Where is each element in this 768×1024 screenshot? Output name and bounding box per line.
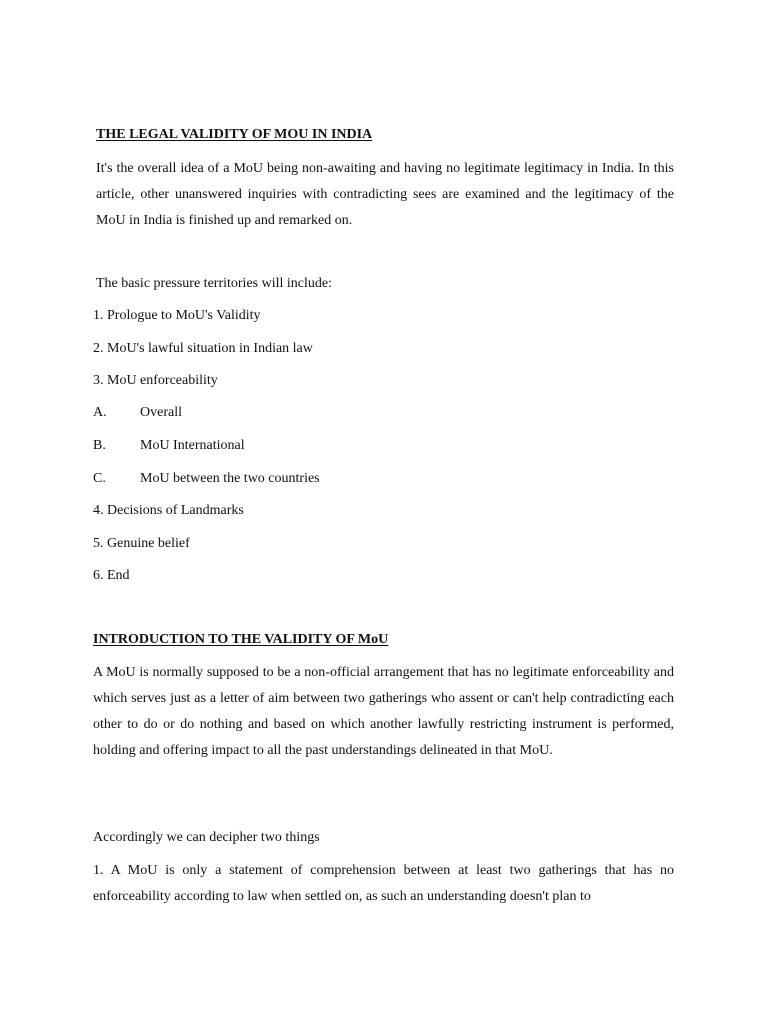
sub-list-text: MoU between the two countries [140, 471, 320, 486]
decipher-line: Accordingly we can decipher two things [93, 830, 320, 845]
sub-list-letter: C. [93, 471, 106, 486]
sub-list-letter: A. [93, 405, 107, 420]
list-item-3: 3. MoU enforceability [93, 373, 218, 388]
intro-paragraph: It's the overall idea of a MoU being non-awaiting and having no legitimate legitimacy in India. In this article, other unanswered inquiries with contradicting sees are examined and the legitimacy of the MoU in India is finished up and remarked on. [96, 161, 674, 228]
list-item-6: 6. End [93, 568, 130, 583]
list-item-2: 2. MoU's lawful situation in Indian law [93, 341, 313, 356]
list-item-4: 4. Decisions of Landmarks [93, 503, 244, 518]
list-item-1: 1. Prologue to MoU's Validity [93, 308, 261, 323]
sub-list-text: Overall [140, 405, 182, 420]
section-paragraph: A MoU is normally supposed to be a non-official arrangement that has no legitimate enforceability and which serves just as a letter of aim between two gatherings who assent or can't help contradicting each other to do or do nothing and based on which another lawfully restricting instrument is performed, holding and offering impact to all the past understandings delineated in that MoU. [93, 665, 674, 758]
territories-intro: The basic pressure territories will include: [96, 276, 332, 291]
sub-list-letter: B. [93, 438, 106, 453]
list-item-5: 5. Genuine belief [93, 536, 190, 551]
sub-list-text: MoU International [140, 438, 245, 453]
document-title: THE LEGAL VALIDITY OF MOU IN INDIA [96, 127, 373, 142]
section-heading: INTRODUCTION TO THE VALIDITY OF MoU [93, 632, 389, 647]
point-one-paragraph: 1. A MoU is only a statement of comprehension between at least two gatherings that has no enforceability according to law when settled on, as such an understanding doesn't plan to [93, 863, 674, 904]
